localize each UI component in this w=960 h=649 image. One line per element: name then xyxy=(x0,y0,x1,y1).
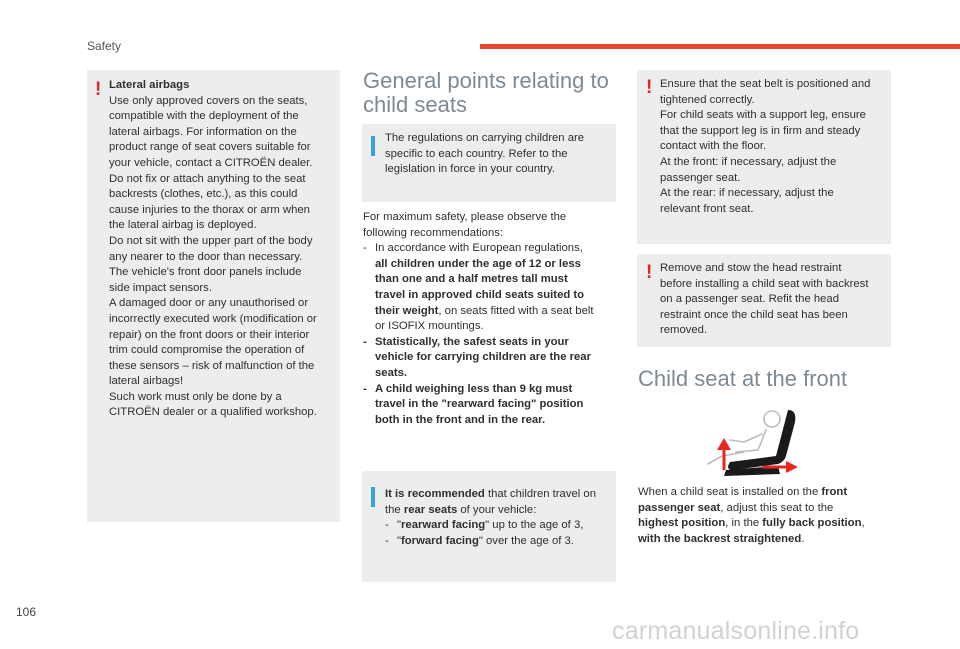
text: A child weighing less than 9 kg must xyxy=(375,382,573,395)
header-accent-bar xyxy=(480,44,960,49)
text: all children under the age of 12 or less xyxy=(375,257,581,270)
info-icon xyxy=(371,136,375,156)
text: fully back position xyxy=(762,517,862,530)
list-item xyxy=(363,335,618,382)
line: any nearer to the door than necessary. xyxy=(109,250,303,263)
list-item xyxy=(363,382,618,429)
rear-seats-text xyxy=(385,487,613,549)
line: Do not sit with the upper part of the body xyxy=(109,234,313,247)
text: " over the age of 3. xyxy=(478,534,574,547)
line: Do not fix or attach anything to the seat xyxy=(109,172,306,185)
line: relevant front seat. xyxy=(660,202,754,215)
text: , adjust this seat to the xyxy=(720,501,834,514)
line: that the support leg is in firm and steady xyxy=(660,124,861,137)
line: The regulations on carrying children are xyxy=(385,132,585,144)
line: these sensors – risk of malfunction of the xyxy=(109,359,315,372)
rear-seats-info-box xyxy=(362,471,616,582)
line: passenger seat. xyxy=(660,171,741,184)
text: When a child seat is installed on the xyxy=(638,486,822,498)
text: In accordance with European regulations, xyxy=(375,242,583,255)
lateral-airbags-text xyxy=(109,78,337,421)
line: repair) on the front doors or their interior xyxy=(109,328,310,341)
line: restraint once the child seat has been xyxy=(660,308,848,321)
seatbelt-warning-box xyxy=(637,70,891,244)
lateral-airbags-warning-box xyxy=(87,70,340,522)
text: Statistically, the safest seats in your xyxy=(375,335,569,348)
regulations-text xyxy=(385,131,613,178)
seatbelt-text xyxy=(660,77,890,217)
text: their weight xyxy=(375,304,439,317)
heading-line: child seats xyxy=(363,92,467,117)
section-label: Safety xyxy=(87,39,122,53)
page-number: 106 xyxy=(16,605,37,619)
warning-icon: ! xyxy=(95,79,102,100)
heading-line: General points relating to xyxy=(363,68,609,93)
line: side impact sensors. xyxy=(109,281,212,294)
line: At the rear: if necessary, adjust the xyxy=(660,187,834,200)
front-seat-text xyxy=(638,485,898,547)
occupant-arm-icon xyxy=(730,434,762,442)
dash: - xyxy=(363,242,367,255)
line: specific to each country. Refer to the xyxy=(385,147,568,160)
text: both in the front and in the rear. xyxy=(375,413,546,426)
child-seat-front-heading: Child seat at the front xyxy=(638,366,848,391)
text: " up to the age of 3, xyxy=(485,519,584,532)
text: . xyxy=(801,532,805,545)
head-restraint-text xyxy=(660,261,890,339)
text: with the backrest straightened xyxy=(638,532,802,545)
text: than one and a half metres tall must xyxy=(375,273,568,286)
line: trim could compromise the operation of xyxy=(109,344,305,357)
dash: - xyxy=(385,519,389,532)
line: The vehicle's front door panels include xyxy=(109,266,302,279)
line: cause injuries to the thorax or arm when xyxy=(109,203,310,216)
regulations-info-box xyxy=(362,124,616,202)
line: incorrectly executed work (modification or xyxy=(109,312,317,325)
line: Such work must only be done by a xyxy=(109,390,282,403)
line: on a passenger seat. Refit the head xyxy=(660,293,839,306)
line: legislation in force in your country. xyxy=(385,163,555,176)
text: the xyxy=(385,503,404,516)
line: lateral airbags. For information on the xyxy=(109,125,297,138)
text: It is recommended xyxy=(385,488,485,500)
text: rearward facing xyxy=(401,519,486,532)
text: " xyxy=(397,519,402,532)
line: product range of seat covers suitable for xyxy=(109,141,311,154)
list-item xyxy=(385,534,613,550)
seat-adjustment-illustration xyxy=(700,404,810,484)
list-item xyxy=(363,241,618,335)
text: travel in approved child seats suited to xyxy=(375,288,585,301)
intro-line: following recommendations: xyxy=(363,226,504,239)
text: seats. xyxy=(375,366,408,379)
warning-icon: ! xyxy=(646,262,653,283)
line: contact with the floor. xyxy=(660,140,767,153)
text: that children travel on xyxy=(484,488,596,500)
line: Use only approved covers on the seats, xyxy=(109,94,308,107)
text: forward facing xyxy=(401,534,479,547)
line: before installing a child seat with backrest xyxy=(660,277,869,290)
line: tightened correctly. xyxy=(660,93,755,106)
text: , on seats fitted with a seat belt xyxy=(438,304,594,317)
recommendations-text xyxy=(363,210,618,428)
watermark: carmanualsonline.info xyxy=(612,617,860,645)
line: Remove and stow the head restraint xyxy=(660,262,842,274)
lateral-airbags-title: Lateral airbags xyxy=(109,79,190,91)
dash: - xyxy=(385,534,389,547)
general-points-heading xyxy=(363,69,623,117)
line: CITROËN dealer or a qualified workshop. xyxy=(109,406,317,419)
line: the lateral airbag is deployed. xyxy=(109,219,257,232)
dash: - xyxy=(363,382,367,395)
line: At the front: if necessary, adjust the xyxy=(660,155,837,168)
line: lateral airbags! xyxy=(109,375,184,388)
text: " xyxy=(397,534,402,547)
occupant-head-icon xyxy=(764,411,780,427)
text: of your vehicle: xyxy=(457,503,537,516)
text: highest position xyxy=(638,517,726,530)
text: or ISOFIX mountings. xyxy=(375,320,484,333)
line: Ensure that the seat belt is positioned and xyxy=(660,78,871,90)
text: passenger seat xyxy=(638,501,721,514)
head-restraint-warning-box xyxy=(637,254,891,347)
line: compatible with the deployment of the xyxy=(109,110,299,123)
info-icon xyxy=(371,487,375,507)
warning-icon: ! xyxy=(646,77,653,98)
line: For child seats with a support leg, ensure xyxy=(660,109,866,122)
text: vehicle for carrying children are the rear xyxy=(375,351,591,364)
text: rear seats xyxy=(403,503,458,516)
text: , in the xyxy=(725,517,763,530)
text: front xyxy=(821,486,848,498)
line: your vehicle, contact a CITROËN dealer. xyxy=(109,156,313,169)
line: removed. xyxy=(660,324,708,337)
text: , xyxy=(861,517,865,530)
list-item xyxy=(385,518,613,534)
line: A damaged door or any unauthorised or xyxy=(109,297,309,310)
dash: - xyxy=(363,335,367,348)
intro-line: For maximum safety, please observe the xyxy=(363,211,567,223)
line: backrests (clothes, etc.), as this could xyxy=(109,188,298,201)
text: travel in the "rearward facing" position xyxy=(375,398,584,411)
